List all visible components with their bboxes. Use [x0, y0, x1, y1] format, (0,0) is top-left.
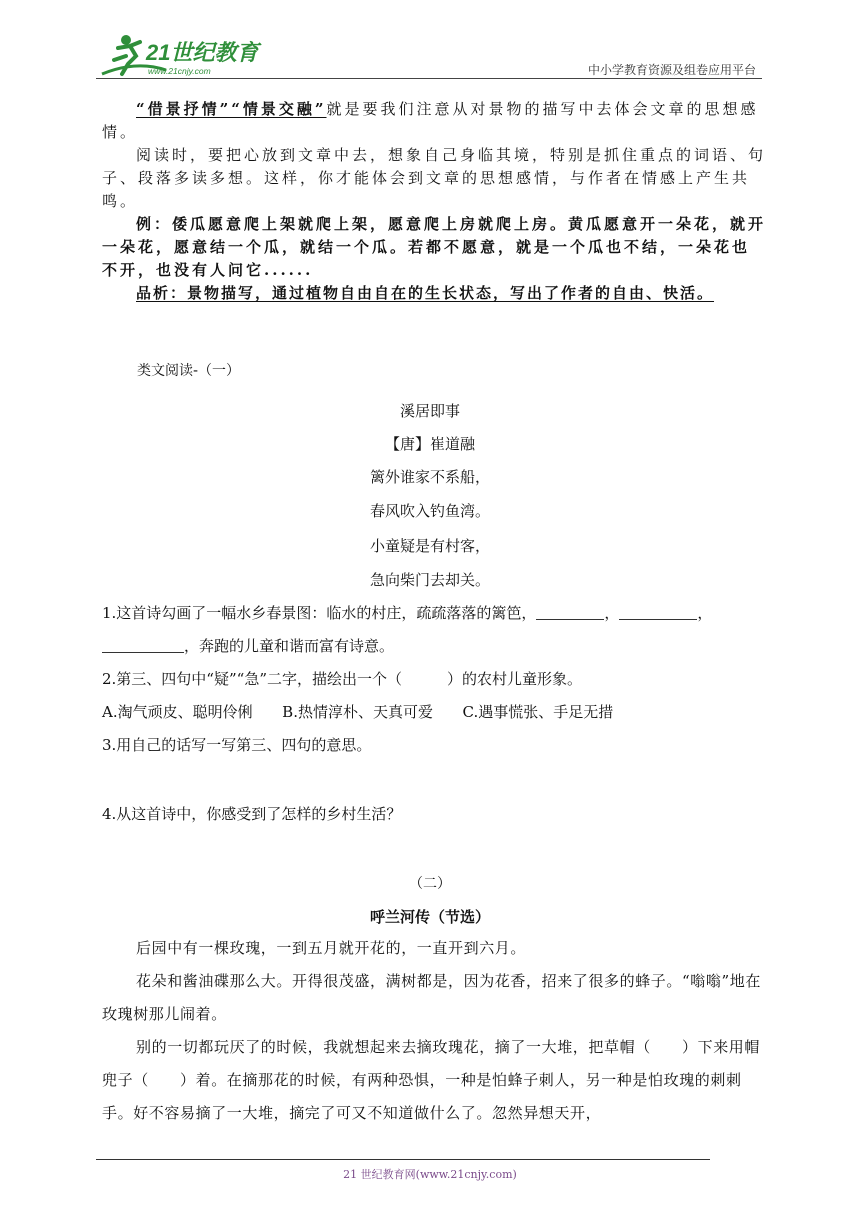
questions-block [102, 597, 766, 762]
question-2-options [102, 696, 766, 729]
question-4: 4.从这首诗中，你感受到了怎样的乡村生活？ [102, 805, 402, 823]
story-title: 呼兰河传（节选） [369, 908, 490, 926]
question-3: 3.用自己的话写一写第三、四句的意思。 [102, 736, 372, 754]
answer-blank[interactable] [102, 636, 184, 653]
poem-line: 小童疑是有村客， [369, 537, 490, 555]
site-logo [96, 30, 266, 80]
analysis-paragraph: 品析：景物描写，通过植物自由自在的生长状态，写出了作者的自由、快活。 [136, 284, 715, 302]
logo-text: 21世纪教育 [146, 40, 259, 65]
example-paragraph: 例：倭瓜愿意爬上架就爬上架，愿意爬上房就爬上房。黄瓜愿意开一朵花，就开一朵花，愿意结一个瓜，就结一个瓜。若都不愿意，就是一个瓜也不结，一朵花也不开，也没有人问它...... [102, 215, 767, 279]
section-number-2: （二） [409, 876, 451, 892]
logo-url: www.21cnjy.com [148, 66, 211, 76]
footer-text: 21 世纪教育网(www.21cnjy.com) [343, 1168, 517, 1181]
poem-line: 急向柴门去却关。 [369, 571, 490, 589]
intro-p1-rest: 就是要我们注意从对景物的描写中去体会文章的思想感情。 [102, 100, 759, 141]
platform-label: 中小学教育资源及组卷应用平台 [587, 63, 756, 77]
story-paragraph: 花朵和酱油碟那么大。开得很茂盛，满树都是，因为花香，招来了很多的蜂子。“嗡嗡”地在玫瑰树那儿闹着。 [102, 972, 761, 1023]
question-1: 1.这首诗勾画了一幅水乡春景图：临水的村庄，疏疏落落的篱笆， ， ， ，奔跑的儿童和谐而富有诗意。 [102, 604, 713, 655]
question-2: 2.第三、四句中“疑”“急”二字，描绘出一个（ ）的农村儿童形象。 [102, 670, 582, 688]
answer-blank[interactable] [536, 603, 604, 620]
answer-blank[interactable] [619, 603, 697, 620]
story-block [102, 932, 766, 1130]
intro-block [102, 98, 766, 305]
option-a[interactable]: A.淘气顽皮、聪明伶俐 [102, 703, 253, 721]
intro-terms: “借景抒情”“情景交融” [136, 100, 327, 118]
poem-title: 溪居即事 [399, 402, 460, 420]
option-b[interactable]: B.热情淳朴、天真可爱 [282, 703, 433, 721]
option-c[interactable]: C.遇事慌张、手足无措 [462, 703, 614, 721]
footer-divider [96, 1159, 710, 1160]
story-paragraph: 后园中有一棵玫瑰，一到五月就开花的，一直开到六月。 [136, 939, 527, 957]
intro-paragraph-2: 阅读时，要把心放到文章中去，想象自己身临其境，特别是抓住重点的词语、句子、段落多读多想。这样，你才能体会到文章的思想感情，与作者在情感上产生共鸣。 [102, 146, 767, 210]
poem-line: 春风吹入钓鱼湾。 [369, 502, 490, 520]
header-divider [96, 78, 762, 79]
section-heading-1: 类文阅读-（一） [137, 363, 241, 379]
story-paragraph: 别的一切都玩厌了的时候，我就想起来去摘玫瑰花，摘了一大堆，把草帽（ ）下来用帽兜子（ ）着。在摘那花的时候，有两种恐惧，一种是怕蜂子刺人，另一种是怕玫瑰的刺刺手。好不容易摘了一大堆，摘完了可又不知道做什么了。忽然异想天开， [102, 1038, 761, 1122]
poem-author: 【唐】崔道融 [384, 435, 475, 453]
poem-line: 篱外谁家不系船， [369, 468, 490, 486]
